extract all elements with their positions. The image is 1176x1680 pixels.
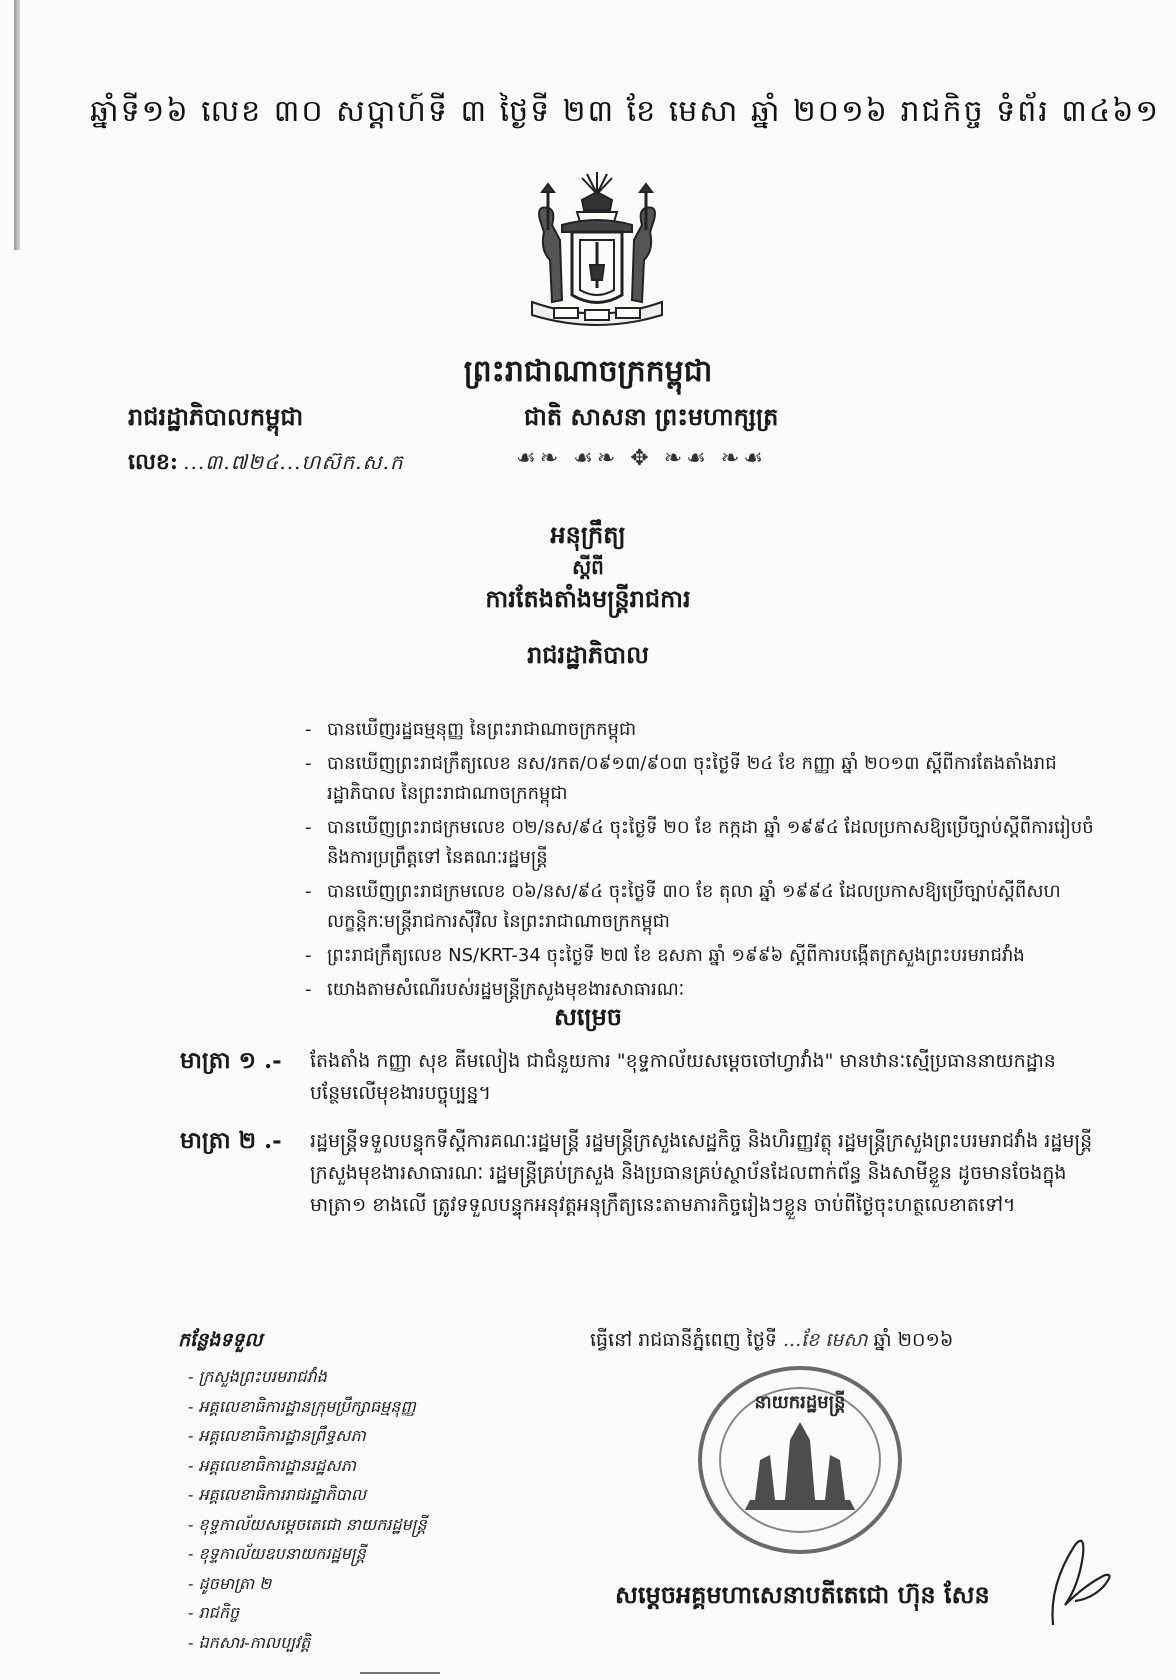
official-seal-icon — [690, 1360, 910, 1560]
reference-label: លេខ: — [128, 449, 179, 475]
signature-icon — [1045, 1525, 1120, 1635]
decision-heading: សម្រេច — [553, 1002, 623, 1031]
issuer-title: រាជរដ្ឋាភិបាល — [527, 640, 649, 669]
ornament-divider: ☙❧ ☙❧ ✥ ❧☙ ❧☙ — [516, 446, 768, 471]
article-2 — [180, 1125, 1120, 1221]
recipient-item: - ខុទ្ទកាល័យឧបនាយករដ្ឋមន្ត្រី — [188, 1544, 366, 1563]
kingdom-heading: ព្រះរាជាណាចក្រកម្ពុជា — [463, 354, 713, 389]
government-name: រាជរដ្ឋាភិបាលកម្ពុជា — [128, 402, 304, 431]
reference-number: ...៣.៧២៤...ហស៊ក.ស.ក — [183, 450, 404, 474]
recipient-item: - ឯកសារ-កាលប្បវត្តិ — [188, 1632, 311, 1652]
date-month: មេសា — [825, 1329, 868, 1351]
national-motto: ជាតិ សាសនា ព្រះមហាក្សត្រ — [524, 402, 779, 431]
recipient-item: - ខុទ្ទកាល័យសម្តេចតេជោ នាយករដ្ឋមន្ត្រី — [188, 1514, 427, 1534]
recital-item: - ព្រះរាជក្រឹត្យលេខ NS/KRT-34 ចុះថ្ងៃទី ២៧ ខែ ឧសភា ឆ្នាំ ១៩៩៦ ស្តីពីការបង្កើតក្រសួងព្រះបរមរាជវាំង — [305, 945, 1025, 966]
recipient-item: - អគ្គលេខាធិការដ្ឋានរដ្ឋសភា — [188, 1455, 356, 1475]
recipients-list — [178, 1328, 498, 1657]
date-day: ...ខែ — [783, 1329, 820, 1351]
article-label: មាត្រា ១ .- — [180, 1047, 282, 1074]
recipient-item: - រាជកិច្ច — [188, 1603, 240, 1622]
recipient-item: - ដូចមាត្រា ២ — [188, 1573, 272, 1593]
recital-item: - បានឃើញព្រះរាជក្រឹត្យលេខ នស/រកត/០៩១៣/៩០៣ ចុះថ្ងៃទី ២៤ ខែ កញ្ញា ឆ្នាំ ២០១៣ ស្តីពីការតែងតាំងរាជរដ្ឋាភិបាល នៃព្រះរាជាណាចក្រកម្ពុជា — [305, 753, 1057, 804]
binding-edge — [14, 0, 20, 250]
article-text: រដ្ឋមន្ត្រីទទួលបន្ទុកទីស្តីការគណៈរដ្ឋមន្ត្រី រដ្ឋមន្ត្រីក្រសួងសេដ្ឋកិច្ច និងហិរញ្ញវត្ថុ រដ្ឋមន្ត្រីក្រសួងព្រះបរមរាជវាំង រដ្ឋមន្ត្រីក្រសួងមុខងារសាធារណៈ រដ្ឋមន្ត្រីគ្រប់ក្រសួង និងប្រធានគ្រប់ស្ថាប័នដែលពាក់ព័ន្ធ និងសាមីខ្លួន ដូចមានចែងក្នុងមាត្រា១ ខាងលើ ត្រូវទទួលបន្ទុកអនុវត្តអនុក្រឹត្យនេះតាមភារកិច្ចរៀងៗខ្លួន ចាប់ពីថ្ងៃចុះហត្ថលេខាតទៅ។ — [310, 1130, 1093, 1216]
document-type: អនុក្រឹត្យ — [550, 520, 626, 549]
article-text: តែងតាំង កញ្ញា សុខ គីមលៀង ជាជំនួយការ "ខុទ្ទកាល័យសម្តេចចៅហ្វាវាំង" មានឋានៈស្មើប្រធាននាយកដ្ឋានបន្ថែមលើមុខងារបច្ចុប្បន្ន។ — [310, 1050, 1056, 1104]
recipient-item: - អគ្គលេខាធិការរាជរដ្ឋាភិបាល — [188, 1485, 367, 1504]
dateline: ធ្វើនៅ រាជធានីភ្នំពេញ ថ្ងៃទី ...ខែ មេសា ឆ្នាំ ២០១៦ — [590, 1329, 954, 1351]
date-year: ឆ្នាំ ២០១៦ — [873, 1329, 954, 1351]
recipient-item: - អគ្គលេខាធិការដ្ឋានក្រុមប្រឹក្សាធម្មនុញ្ញ — [188, 1396, 416, 1416]
royal-coat-of-arms-icon — [522, 170, 672, 335]
about-label: ស្តីពី — [572, 555, 604, 579]
gazette-header: ឆ្នាំទី១៦ លេខ ៣០ សប្តាហ៍ទី ៣ ថ្ងៃទី ២៣ ខែ មេសា ឆ្នាំ ២០១៦ រាជកិច្ច ទំព័រ ៣៤៦១ — [90, 94, 1161, 129]
recitals-list — [305, 715, 1105, 1009]
recipients-title: កន្លែងទទួល — [178, 1329, 263, 1351]
recital-item: - បានឃើញព្រះរាជក្រមលេខ ០៦/នស/៩៤ ចុះថ្ងៃទី ៣០ ខែ តុលា ឆ្នាំ ១៩៩៤ ដែលប្រកាសឱ្យប្រើច្បាប់ស្តីពីសហលក្ខន្តិកៈមន្ត្រីរាជការស៊ីវិល នៃព្រះរាជាណាចក្រកម្ពុជា — [305, 881, 1061, 932]
recital-item: - យោងតាមសំណើរបស់រដ្ឋមន្ត្រីក្រសួងមុខងារសាធារណៈ — [305, 979, 685, 1000]
seal-caption: នាយករដ្ឋមន្ត្រី — [754, 1392, 846, 1413]
article-1 — [180, 1045, 1120, 1109]
signer-name: សម្តេចអគ្គមហាសេនាបតីតេជោ ហ៊ុន សែន — [615, 1580, 990, 1609]
article-label: មាត្រា ២ .- — [180, 1127, 282, 1154]
reference-row — [128, 448, 1028, 488]
page-edge-mark — [360, 1672, 440, 1674]
subject-title: ការតែងតាំងមន្ត្រីរាជការ — [485, 584, 691, 613]
recipient-item: - ក្រសួងព្រះបរមរាជវាំង — [188, 1367, 327, 1386]
recital-item: - បានឃើញព្រះរាជក្រមលេខ ០២/នស/៩៤ ចុះថ្ងៃទី ២០ ខែ កក្កដា ឆ្នាំ ១៩៩៤ ដែលប្រកាសឱ្យប្រើច្បាប់ស្តីពីការរៀបចំនិងការប្រព្រឹត្តទៅ នៃគណៈរដ្ឋមន្ត្រី — [305, 817, 1094, 868]
recipient-item: - អគ្គលេខាធិការដ្ឋានព្រឹទ្ធសភា — [188, 1426, 366, 1445]
recital-item: - បានឃើញរដ្ឋធម្មនុញ្ញ នៃព្រះរាជាណាចក្រកម្ពុជា — [305, 719, 637, 740]
